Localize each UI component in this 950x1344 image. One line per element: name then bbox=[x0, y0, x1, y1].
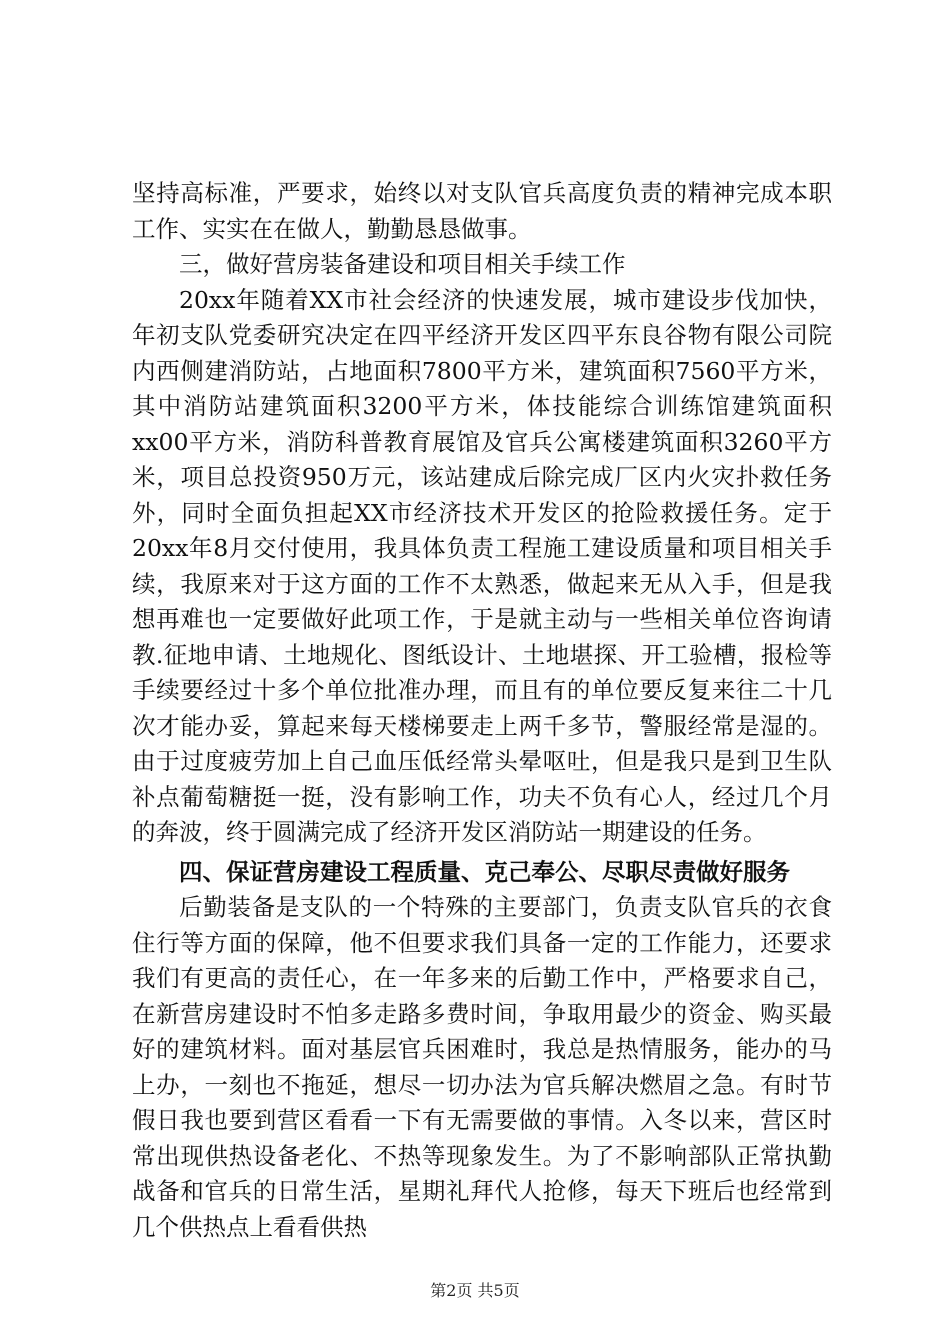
paragraph-continuation: 坚持高标准，严要求，始终以对支队官兵高度负责的精神完成本职工作、实实在在做人，勤勤恳恳做事。 bbox=[132, 179, 832, 243]
document-body bbox=[132, 176, 832, 1245]
section-heading-3: 三，做好营房装备建设和项目相关手续工作 bbox=[179, 250, 626, 278]
page-number-footer: 第2页 共5页 bbox=[430, 1281, 520, 1300]
section-heading-4: 四、保证营房建设工程质量、克己奉公、尽职尽责做好服务 bbox=[179, 857, 790, 886]
paragraph-fire-station: 20xx年随着XX市社会经济的快速发展，城市建设步伐加快，年初支队党委研究决定在四平经济开发区四平东良谷物有限公司院内西侧建消防站，占地面积7800平方米，建筑面积7560平方米，其中消防站建筑面积3200平方米，体技能综合训练馆建筑面积xx00平方米，消防科普教育展馆及官兵公寓楼建筑面积3260平方米，项目总投资950万元，该站建成后除完成厂区内火灾扑救任务外，同时全面负担起XX市经济技术开发区的抢险救援任务。定于20xx年8月交付使用，我具体负责工程施工建设质量和项目相关手续，我原来对于这方面的工作不太熟悉，做起来无从入手，但是我想再难也一定要做好此项工作，于是就主动与一些相关单位咨询请教.征地申请、土地规化、图纸设计、土地堪探、开工验槽，报检等手续要经过十多个单位批准办理，而且有的单位要反复来往二十几次才能办妥，算起来每天楼梯要走上两千多节，警服经常是湿的。由于过度疲劳加上自己血压低经常头晕呕吐，但是我只是到卫生队补点葡萄糖挺一挺，没有影响工作，功夫不负有心人，经过几个月的奔波，终于圆满完成了经济开发区消防站一期建设的任务。 bbox=[132, 285, 832, 846]
paragraph-logistics: 后勤装备是支队的一个特殊的主要部门，负责支队官兵的衣食住行等方面的保障，他不但要求我们具备一定的工作能力，还要求我们有更高的责任心，在一年多来的后勤工作中，严格要求自己，在新营房建设时不怕多走路多费时间，争取用最少的资金、购买最好的建筑材料。面对基层官兵困难时，我总是热情服务，能办的马上办，一刻也不拖延，想尽一切办法为官兵解决燃眉之急。有时节假日我也要到营区看看一下有无需要做的事情。入冬以来，营区时常出现供热设备老化、不热等现象发生。为了不影响部队正常执勤战备和官兵的日常生活，星期礼拜代人抢修，每天下班后也经常到几个供热点上看看供热 bbox=[132, 893, 832, 1241]
